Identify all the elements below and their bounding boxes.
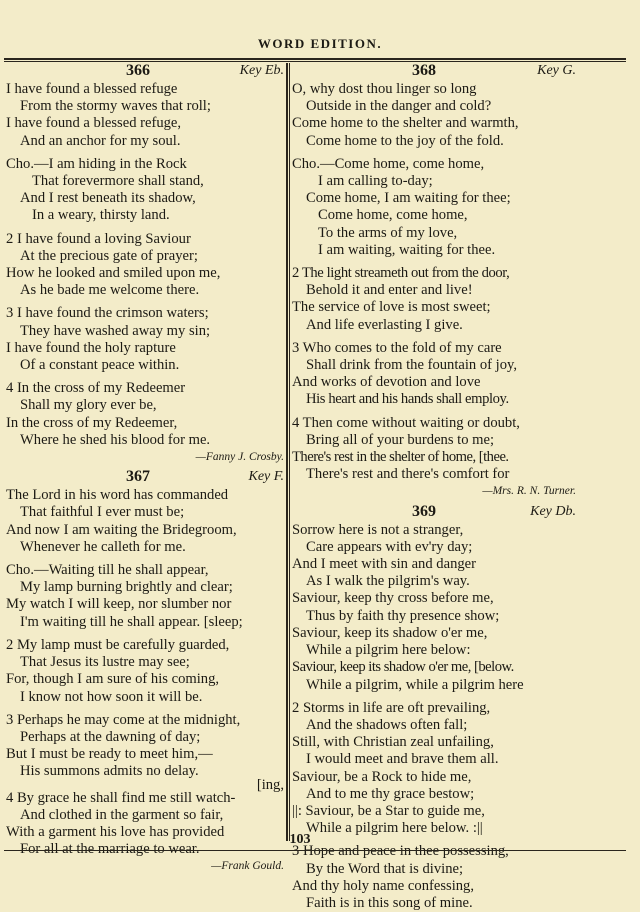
verse-line: 2 My lamp must be carefully guarded, <box>6 636 230 653</box>
verse-line: They have washed away my sin; <box>20 322 211 339</box>
verse-line: Saviour, be a Rock to hide me, <box>292 768 472 785</box>
verse-line: 4 Then come without waiting or doubt, <box>292 414 520 431</box>
running-head: WORD EDITION. <box>257 36 383 51</box>
verse-line: And I meet with sin and danger <box>292 556 476 573</box>
verse-line: And an anchor for my soul. <box>20 132 181 149</box>
verse-line: The service of love is most sweet; <box>292 299 491 316</box>
verse-line: As he bade me welcome there. <box>20 282 200 299</box>
verse-line: 2 I have found a loving Saviour <box>6 230 191 247</box>
stanza <box>292 340 576 409</box>
verse-line: That Jesus its lustre may see; <box>20 654 190 671</box>
verse-line: How he looked and smiled upon me, <box>6 265 221 282</box>
verse-line: Sorrow here is not a stranger, <box>292 521 464 538</box>
hymn-367 <box>6 468 284 875</box>
verse-line: Saviour, keep its shadow o'er me, [below. <box>292 659 514 676</box>
verse-line: At the precious gate of prayer; <box>20 247 198 264</box>
verse-line: Cho.—Waiting till he shall appear, <box>6 562 209 579</box>
stanza <box>292 265 576 334</box>
verse-line: 2 The light streameth out from the door, <box>292 265 510 282</box>
verse-line: And life everlasting I give. <box>306 316 463 333</box>
verse-line: I would meet and brave them all. <box>306 751 499 768</box>
verse-line: Care appears with ev'ry day; <box>306 538 473 555</box>
verse-line: 3 I have found the crimson waters; <box>6 305 209 322</box>
verse-line: From the stormy waves that roll; <box>20 98 211 115</box>
verse-line: Faith is in this song of mine. <box>306 894 473 911</box>
verse-line: In the cross of my Redeemer, <box>6 414 178 431</box>
hymn-key: Key G. <box>537 63 576 78</box>
stanza <box>6 380 284 449</box>
column-divider-thin <box>289 63 290 841</box>
stanza <box>292 415 576 484</box>
verse-line: Outside in the danger and cold? <box>306 98 492 115</box>
verse-line: By the Word that is divine; <box>306 860 464 877</box>
verse-line: And to me thy grace bestow; <box>306 785 475 802</box>
chorus <box>6 562 284 631</box>
verse-line: I have found a blessed refuge, <box>6 115 182 132</box>
verse-line: Bring all of your burdens to me; <box>306 431 495 448</box>
verse-line: 2 Storms in life are oft prevailing, <box>292 699 491 716</box>
verse-line: 3 Perhaps he may come at the midnight, <box>6 711 241 728</box>
verse-line: Behold it and enter and live! <box>306 282 473 299</box>
verse-line: And thy holy name confessing, <box>292 877 474 894</box>
verse-line: There's rest in the shelter of home, [thee. <box>292 449 509 466</box>
verse-line: Saviour, keep its shadow o'er me, <box>292 624 488 641</box>
stanza <box>292 843 576 912</box>
verse-line: Still, with Christian zeal unfailing, <box>292 734 494 751</box>
verse-line: 4 By grace he shall find me still watch- <box>6 789 236 806</box>
verse-line: While a pilgrim here below: <box>306 642 471 659</box>
verse-line: Shall drink from the fountain of joy, <box>306 357 518 374</box>
hymn-author: —Fanny J. Crosby. <box>195 451 284 464</box>
verse-line: 3 Who comes to the fold of my care <box>292 339 502 356</box>
verse-line: Come home, come home, <box>318 207 468 224</box>
verse-line: While a pilgrim here below. :|| <box>306 820 483 837</box>
verse-line: With a garment his love has provided <box>6 823 225 840</box>
verse-line: That forevermore shall stand, <box>32 173 204 190</box>
verse-line: My watch I will keep, nor slumber nor <box>6 596 232 613</box>
column-divider <box>286 63 288 841</box>
verse-line: Come home to the shelter and warmth, <box>292 115 519 132</box>
verse-line: Perhaps at the dawning of day; <box>20 728 201 745</box>
verse-line: And clothed in the garment so fair, <box>20 806 224 823</box>
hymn-366 <box>6 62 284 466</box>
verse-line: 4 In the cross of my Redeemer <box>6 380 186 397</box>
verse-line: I have found a blessed refuge <box>6 81 178 97</box>
verse-line: 3 Hope and peace in thee possessing, <box>292 843 509 860</box>
hymn-author: —Mrs. R. N. Turner. <box>482 485 576 498</box>
stanza <box>6 790 284 859</box>
verse-line: His heart and his hands shall employ. <box>306 391 509 408</box>
verse-line: Of a constant peace within. <box>20 357 180 374</box>
verse-line: There's rest and there's comfort for <box>306 466 510 483</box>
verse-line: As I walk the pilgrim's way. <box>306 573 470 590</box>
verse-line: Cho.—I am hiding in the Rock <box>6 155 187 172</box>
verse-line: My lamp burning brightly and clear; <box>20 579 233 596</box>
chorus <box>6 156 284 225</box>
verse-line: Thus by faith thy presence show; <box>306 607 500 624</box>
verse-line: I'm waiting till he shall appear. [sleep; <box>20 613 243 630</box>
verse-line: His summons admits no delay. <box>20 763 199 780</box>
verse-line: For all at the marriage to wear. <box>20 841 200 858</box>
left-column <box>6 60 284 876</box>
stanza <box>6 637 284 706</box>
verse-line: Where he shed his blood for me. <box>20 431 211 448</box>
verse-line: O, why dost thou linger so long <box>292 81 477 97</box>
hymn-368 <box>292 62 576 501</box>
verse-line: Saviour, keep thy cross before me, <box>292 590 494 607</box>
verse-line: I am waiting, waiting for thee. <box>318 241 496 258</box>
hymn-author: —Frank Gould. <box>211 860 284 873</box>
verse-line: To the arms of my love, <box>318 224 458 241</box>
stanza <box>6 231 284 300</box>
stanza <box>6 305 284 374</box>
chorus <box>292 156 576 259</box>
hymn-number: 368 <box>412 62 436 79</box>
bottom-rule <box>4 850 626 851</box>
stanza <box>292 81 576 150</box>
verse-line: Come home to the joy of the fold. <box>306 132 504 149</box>
verse-line: ||: Saviour, be a Star to guide me, <box>292 802 485 819</box>
hymn-number: 366 <box>126 62 150 79</box>
hymn-key: Key Eb. <box>239 63 284 78</box>
stanza <box>292 700 576 838</box>
verse-line: And the shadows often fall; <box>306 716 468 733</box>
stanza <box>292 522 576 694</box>
verse-line: Shall my glory ever be, <box>20 397 157 414</box>
verse-line: The Lord in his word has commanded <box>6 487 229 504</box>
hymn-number: 369 <box>412 502 436 520</box>
stanza <box>6 711 284 793</box>
page-number: 103 <box>289 832 311 847</box>
verse-line: Whenever he calleth for me. <box>20 538 186 555</box>
verse-line: I have found the holy rapture <box>6 339 176 356</box>
hymn-number: 367 <box>126 468 150 486</box>
stanza <box>6 487 284 556</box>
verse-line: Cho.—Come home, come home, <box>292 155 485 172</box>
verse-line-overflow: [ing, <box>256 776 284 793</box>
hymn-key: Key Db. <box>530 503 576 519</box>
verse-line: And now I am waiting the Bridegroom, <box>6 521 237 538</box>
verse-line: That faithful I ever must be; <box>20 504 185 521</box>
verse-line: I am calling to-day; <box>318 173 433 190</box>
verse-line: Come home, I am waiting for thee; <box>306 190 511 207</box>
stanza <box>6 81 284 150</box>
verse-line: And works of devotion and love <box>292 374 481 391</box>
right-column <box>292 60 576 912</box>
hymn-key: Key F. <box>248 469 284 485</box>
verse-line: And I rest beneath its shadow, <box>20 190 196 207</box>
verse-line: For, though I am sure of his coming, <box>6 671 220 688</box>
verse-line: While a pilgrim, while a pilgrim here <box>306 676 524 693</box>
verse-line: I know not how soon it will be. <box>20 688 203 705</box>
verse-line: But I must be ready to meet him,— <box>6 746 213 763</box>
verse-line: In a weary, thirsty land. <box>32 207 170 224</box>
